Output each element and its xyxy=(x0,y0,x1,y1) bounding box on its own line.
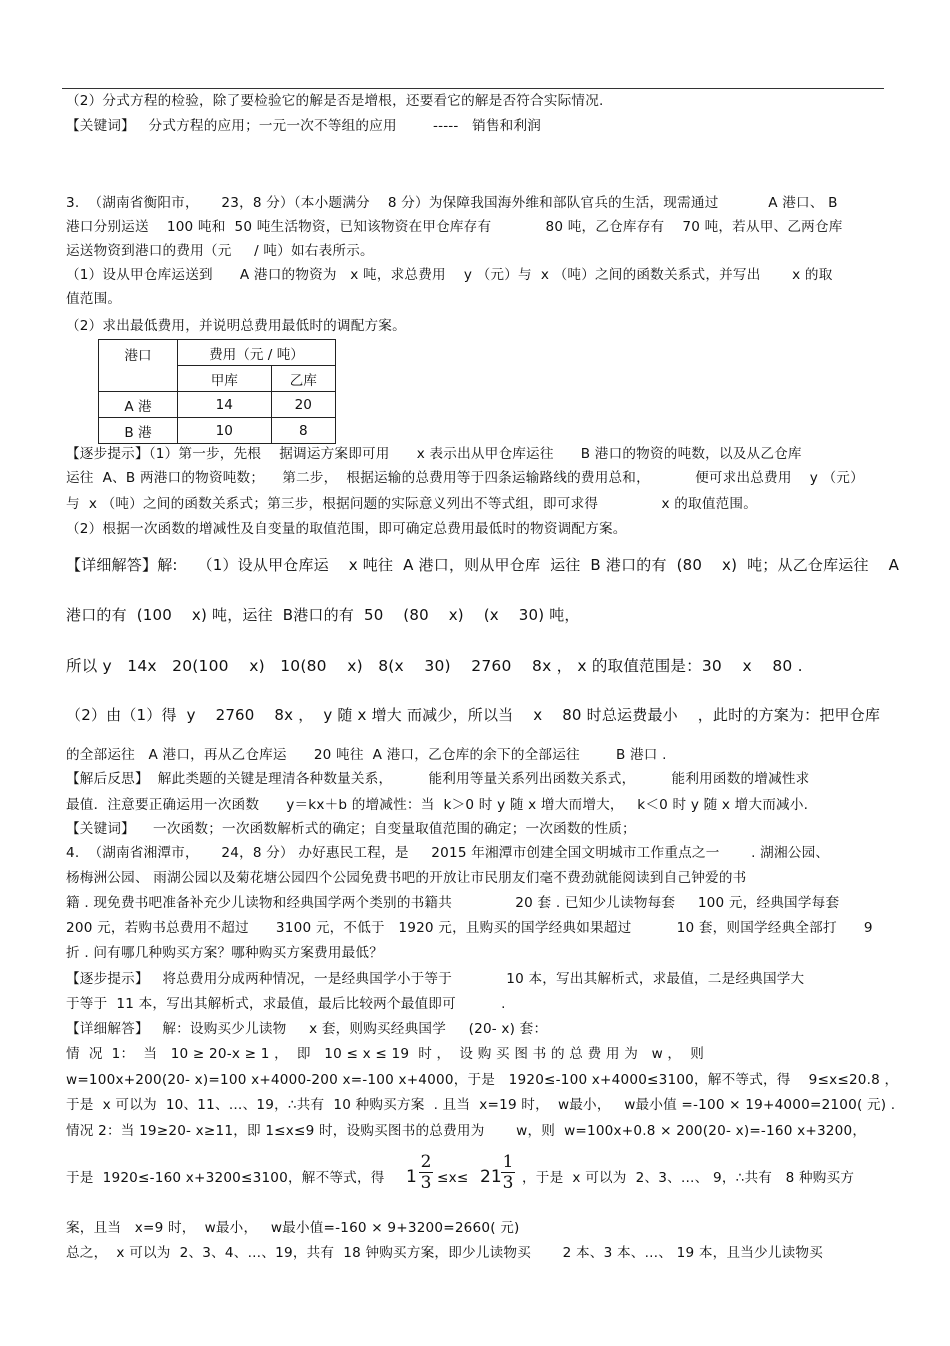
text-line: 与 x （吨）之间的函数关系式；第三步，根据问题的实际意义列出不等式组，即可求得 x 的取值范围。 xyxy=(66,496,757,512)
mixed-number-whole: 1 xyxy=(406,1167,417,1187)
table-header-port: 港口 xyxy=(99,340,178,392)
text-line: 总之， x 可以为 2、3、4、…、19，共有 18 钟购买方案，即少儿读物买 2 本、3 本、…、 19 本，且当少儿读物买 xyxy=(66,1245,824,1261)
fraction-denominator: 3 xyxy=(420,1173,432,1193)
text-line: 籍 . 现免费书吧准备补充少儿读物和经典国学两个类别的书籍共 20 套 . 已知少儿读物每套 100 元，经典国学每套 xyxy=(66,895,840,911)
table-row xyxy=(99,392,336,418)
table-cell-yi: 20 xyxy=(271,392,335,418)
top-rule xyxy=(62,88,884,89)
mixed-number-whole: 21 xyxy=(480,1167,502,1187)
table-cell-jia: 14 xyxy=(178,392,272,418)
problem-4-line: 4. （湖南省湘潭市， 24，8 分） 办好惠民工程，是 2015 年湘潭市创建全国文明城市工作重点之一 . 湖湘公园、 xyxy=(66,845,830,861)
table-header-jia: 甲库 xyxy=(178,366,272,392)
text-line: 折 . 问有哪几种购买方案？哪种购买方案费用最低？ xyxy=(66,945,384,961)
hint-line: 【逐步提示】 将总费用分成两种情况，一是经典国学小于等于 10 本，写出其解析式，求最值，二是经典国学大 xyxy=(66,971,805,987)
text-line: ，于是 x 可以为 2、3、…、 9，∴共有 8 种购买方 xyxy=(522,1170,855,1186)
hint-line: 【逐步提示】（1）第一步，先根 据调运方案即可用 x 表示出从甲仓库运往 B 港口的物资的吨数，以及从乙仓库 xyxy=(66,446,802,462)
table-header-cost: 费用（元 / 吨） xyxy=(178,340,336,366)
text-line: 杨梅洲公园、 雨湖公园以及菊花塘公园四个公园免费书吧的开放让市民朋友们毫不费劲就能阅读到自己钟爱的书 xyxy=(66,870,747,886)
solution-line: 所以 y 14x 20(100 x) 10(80 x) 8(x 30) 2760 8x ， x 的取值范围是：30 x 80 . xyxy=(66,657,803,675)
text-line: 情况 2：当 19≥20- x≥11，即 1≤x≤9 时，设购买图书的总费用为 w，则 w=100x+0.8 × 200(20- x)=-160 x+3200， xyxy=(66,1123,867,1139)
solution-line: 【详细解答】 解：设购买少儿读物 x 套，则购买经典国学 (20- x) 套： xyxy=(66,1021,548,1037)
reflection-line: 【解后反思】 解此类题的关键是理清各种数量关系， 能利用等量关系列出函数关系式， 能利用函数的增减性求 xyxy=(66,771,810,787)
text-line: 200 元，若购书总费用不超过 3100 元，不低于 1920 元，且购买的国学经典如果超过 10 套，则国学经典全部打 9 xyxy=(66,920,873,936)
text-line: ≤x≤ xyxy=(437,1170,469,1186)
text-line: （2）求出最低费用，并说明总费用最低时的调配方案。 xyxy=(66,318,406,334)
text-line: （1）设从甲仓库运送到 A 港口的物资为 x 吨，求总费用 y （元）与 x （吨）之间的函数关系式，并写出 x 的取 xyxy=(66,267,833,283)
table-cell-port: B 港 xyxy=(99,418,178,444)
text-line: 运往 A、B 两港口的物资吨数； 第二步， 根据运输的总费用等于四条运输路线的费用总和， 便可求出总费用 y （元） xyxy=(66,470,864,486)
text-line: 于是 1920≤-160 x+3200≤3100，解不等式，得 xyxy=(66,1170,385,1186)
keywords-line: 【关键词】 一次函数；一次函数解析式的确定；自变量取值范围的确定；一次函数的性质； xyxy=(66,821,636,837)
table-header-yi: 乙库 xyxy=(271,366,335,392)
text-line: 于是 x 可以为 10、11、…、19，∴共有 10 种购买方案 . 且当 x=19 时， w最小， w最小值 =-100 × 19+4000=2100( 元) . xyxy=(66,1097,896,1113)
keywords-line: 【关键词】 分式方程的应用；一元一次不等组的应用 ----- 销售和利润 xyxy=(66,118,542,134)
table-cell-port: A 港 xyxy=(99,392,178,418)
solution-line: 港口的有 (100 x) 吨，运往 B港口的有 50 (80 x) (x 30) 吨， xyxy=(66,606,580,624)
text-line: 情 况 1： 当 10 ≥ 20-x ≥ 1 ， 即 10 ≤ x ≤ 19 时 ， 设 购 买 图 书 的 总 费 用 为 w ， 则 xyxy=(66,1046,705,1062)
solution-line: （2）由（1）得 y 2760 8x ， y 随 x 增大 而减少，所以当 x 80 时总运费最小 ，此时的方案为：把甲仓库 xyxy=(66,706,881,724)
text-line: 于等于 11 本，写出其解析式，求最值，最后比较两个最值即可 . xyxy=(66,996,506,1012)
table-cell-jia: 10 xyxy=(178,418,272,444)
problem-3-line: 3. （湖南省衡阳市， 23，8 分）（本小题满分 8 分）为保障我国海外维和部队官兵的生活，现需通过 A 港口、 B xyxy=(66,195,838,211)
text-line: 的全部运往 A 港口，再从乙仓库运 20 吨往 A 港口，乙仓库的余下的全部运往 B 港口 . xyxy=(66,747,667,763)
fraction xyxy=(501,1153,515,1192)
fraction-numerator: 1 xyxy=(502,1152,514,1172)
solution-line: 【详细解答】解: （1）设从甲仓库运 x 吨往 A 港口，则从甲仓库 运往 B 港口的有 (80 x) 吨；从乙仓库运往 A xyxy=(66,556,900,574)
cost-table xyxy=(98,339,336,444)
table-cell-yi: 8 xyxy=(271,418,335,444)
text-line: 值范围。 xyxy=(66,291,122,307)
table-row xyxy=(99,418,336,444)
text-line: 最值．注意要正确运用一次函数 y＝kx＋b 的增减性：当 k＞0 时 y 随 x 增大而增大， k＜0 时 y 随 x 增大而减小. xyxy=(66,797,809,813)
text-line: 案，且当 x=9 时， w最小， w最小值=-160 × 9+3200=2660( 元) xyxy=(66,1220,520,1236)
fraction-numerator: 2 xyxy=(420,1152,432,1172)
fraction-denominator: 3 xyxy=(502,1173,514,1193)
fraction xyxy=(419,1153,433,1192)
text-line: 运送物资到港口的费用（元 / 吨）如右表所示。 xyxy=(66,243,374,259)
text-line: w=100x+200(20- x)=100 x+4000-200 x=-100 x+4000，于是 1920≤-100 x+4000≤3100，解不等式，得 9≤x≤20.8 ， xyxy=(66,1072,899,1088)
text-line: （2）分式方程的检验，除了要检验它的解是否是增根，还要看它的解是否符合实际情况. xyxy=(66,93,604,109)
text-line: （2）根据一次函数的增减性及自变量的取值范围，即可确定总费用最低时的物资调配方案。 xyxy=(66,521,627,537)
text-line: 港口分别运送 100 吨和 50 吨生活物资，已知该物资在甲仓库存有 80 吨，乙仓库存有 70 吨，若从甲、乙两仓库 xyxy=(66,219,843,235)
